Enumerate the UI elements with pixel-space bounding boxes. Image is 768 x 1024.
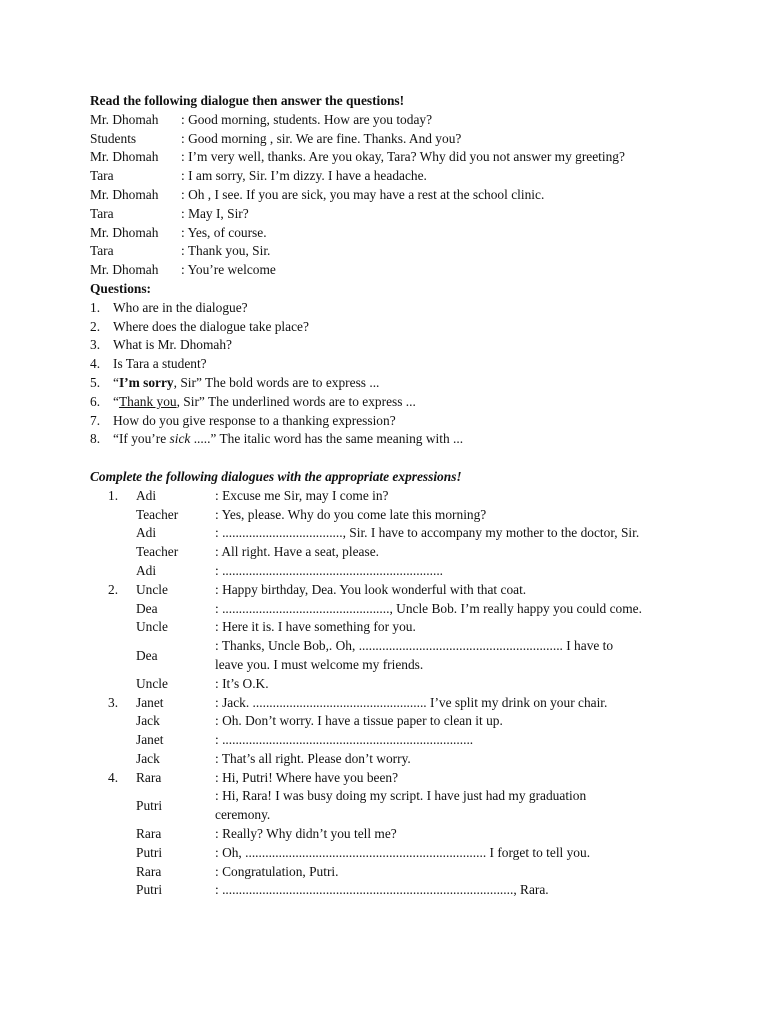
question-item <box>90 336 690 355</box>
utterance: : ........................................................................... <box>215 732 474 748</box>
question-bold-phrase: I’m sorry <box>118 374 174 390</box>
speaker: Dea <box>136 647 158 663</box>
utterance: : Good morning, students. How are you today? <box>181 111 433 127</box>
question-item <box>90 412 690 431</box>
speaker: Adi <box>136 562 157 578</box>
exercise-line <box>90 750 690 769</box>
dialogue-line <box>90 186 690 205</box>
speaker: Teacher <box>136 544 179 560</box>
question-text: What is Mr. Dhomah? <box>113 337 233 353</box>
speaker: Putri <box>136 882 163 898</box>
exercises <box>90 487 690 901</box>
utterance: : May I, Sir? <box>181 205 249 221</box>
speaker: Rara <box>136 863 162 879</box>
question-number: 8. <box>90 431 101 447</box>
utterance: : That’s all right. Please don’t worry. <box>215 750 411 766</box>
speaker: Rara <box>136 826 162 842</box>
utterance: : Happy birthday, Dea. You look wonderful with that coat. <box>215 581 527 597</box>
speaker: Mr. Dhomah <box>90 186 159 202</box>
exercise-number: 2. <box>108 581 119 597</box>
questions-heading: Questions: <box>90 280 152 296</box>
question-text: .....” The italic word has the same meaning with ... <box>190 431 464 447</box>
exercise-line <box>90 881 690 900</box>
speaker: Dea <box>136 600 158 616</box>
speaker: Uncle <box>136 619 168 635</box>
utterance: : Really? Why didn’t you tell me? <box>215 826 397 842</box>
question-text: , Sir” The underlined words are to express ... <box>176 393 416 409</box>
utterance: : Here it is. I have something for you. <box>215 619 416 635</box>
question-number: 4. <box>90 356 101 372</box>
utterance: : Good morning , sir. We are fine. Thanks. And you? <box>181 130 462 146</box>
utterance: : Yes, please. Why do you come late this morning? <box>215 506 487 522</box>
question-number: 7. <box>90 412 101 428</box>
instruction-heading: Read the following dialogue then answer the questions! <box>90 93 405 108</box>
exercise-line <box>90 844 690 863</box>
exercise-line <box>90 524 690 543</box>
speaker: Mr. Dhomah <box>90 262 159 278</box>
utterance: : Jack. .................................................... I’ve split my drink on your chair. <box>215 694 608 710</box>
dialogue <box>90 111 690 280</box>
speaker: Mr. Dhomah <box>90 224 159 240</box>
speaker: Adi <box>136 525 157 541</box>
utterance: : I am sorry, Sir. I’m dizzy. I have a headache. <box>181 168 427 184</box>
questions-list <box>90 299 690 449</box>
exercise-line <box>90 675 690 694</box>
speaker: Students <box>90 130 137 146</box>
exercise-line <box>90 787 690 825</box>
dialogue-line <box>90 242 690 261</box>
question-text: Is Tara a student? <box>113 356 207 372</box>
speaker: Uncle <box>136 675 168 691</box>
exercise-number: 1. <box>108 487 119 503</box>
exercise-line <box>90 600 690 619</box>
utterance: : Oh, ........................................................................ I forget to tell you. <box>215 844 591 860</box>
utterance: : .................................................................. <box>215 562 444 578</box>
dialogue-line <box>90 261 690 280</box>
speaker: Jack <box>136 713 160 729</box>
exercise-line <box>90 825 690 844</box>
speaker: Putri <box>136 797 163 813</box>
question-text: Where does the dialogue take place? <box>113 318 309 334</box>
speaker: Mr. Dhomah <box>90 149 159 165</box>
utterance: : ......................................................................................., Rara. <box>215 882 549 898</box>
exercise-line <box>90 731 690 750</box>
dialogue-line <box>90 205 690 224</box>
question-italic-word: sick <box>169 431 191 447</box>
question-item <box>90 355 690 374</box>
dialogue-line <box>90 167 690 186</box>
speaker: Tara <box>90 168 114 184</box>
utterance: : Hi, Putri! Where have you been? <box>215 769 399 785</box>
speaker: Janet <box>136 694 164 710</box>
utterance: : Thanks, Uncle Bob,. Oh, ............................................................. I have to leave you. I must welcome my friends. <box>215 638 614 672</box>
utterance: : Oh. Don’t worry. I have a tissue paper to clean it up. <box>215 713 503 729</box>
utterance: : Excuse me Sir, may I come in? <box>215 487 389 503</box>
question-item <box>90 430 690 449</box>
question-open-quote: “ <box>113 393 119 409</box>
utterance: : I’m very well, thanks. Are you okay, Tara? Why did you not answer my greeting? <box>181 149 625 165</box>
question-number: 1. <box>90 299 101 315</box>
utterance: : .................................................., Uncle Bob. I’m really happy you could come. <box>215 600 642 616</box>
utterance: : Thank you, Sir. <box>181 243 271 259</box>
exercise-line <box>90 581 690 600</box>
question-item <box>90 318 690 337</box>
question-underlined-phrase: Thank you <box>118 393 177 409</box>
speaker: Jack <box>136 750 160 766</box>
utterance: : Yes, of course. <box>181 224 267 240</box>
dialogue-line <box>90 111 690 130</box>
speaker: Janet <box>136 732 164 748</box>
utterance: : All right. Have a seat, please. <box>215 544 379 560</box>
dialogue-line <box>90 224 690 243</box>
utterance: : Congratulation, Putri. <box>215 863 339 879</box>
question-item <box>90 374 690 393</box>
exercise-line <box>90 712 690 731</box>
question-text: , Sir” The bold words are to express ... <box>173 374 380 390</box>
exercise-line <box>90 506 690 525</box>
exercise-line <box>90 562 690 581</box>
utterance: : It’s O.K. <box>215 675 269 691</box>
utterance: : ...................................., Sir. I have to accompany my mother to the doctor, Sir. <box>215 525 640 541</box>
exercise-line <box>90 769 690 788</box>
question-text: How do you give response to a thanking expression? <box>113 412 396 428</box>
speaker: Tara <box>90 243 114 259</box>
question-open-quote: “ <box>113 374 119 390</box>
dialogue-line <box>90 148 690 167</box>
exercise-line <box>90 543 690 562</box>
speaker: Tara <box>90 205 114 221</box>
question-text-start: “If you’re <box>113 431 170 447</box>
question-text: Who are in the dialogue? <box>113 299 248 315</box>
spacer <box>90 449 690 468</box>
exercise-line <box>90 863 690 882</box>
speaker: Uncle <box>136 581 168 597</box>
exercise-number: 4. <box>108 769 119 785</box>
utterance: : Oh , I see. If you are sick, you may have a rest at the school clinic. <box>181 186 545 202</box>
speaker: Adi <box>136 487 157 503</box>
question-item <box>90 299 690 318</box>
speaker: Putri <box>136 844 163 860</box>
utterance: : You’re welcome <box>181 262 276 278</box>
section-heading: Complete the following dialogues with the appropriate expressions! <box>90 468 462 484</box>
exercise-line <box>90 637 690 675</box>
exercise-line <box>90 487 690 506</box>
speaker: Mr. Dhomah <box>90 111 159 127</box>
speaker: Rara <box>136 769 162 785</box>
speaker: Teacher <box>136 506 179 522</box>
worksheet <box>90 92 690 900</box>
question-item <box>90 393 690 412</box>
question-number: 6. <box>90 393 101 409</box>
question-number: 5. <box>90 374 101 390</box>
utterance: : Hi, Rara! I was busy doing my script. I have just had my graduation ceremony. <box>215 788 587 823</box>
exercise-line <box>90 694 690 713</box>
question-number: 3. <box>90 337 101 353</box>
question-number: 2. <box>90 318 101 334</box>
dialogue-line <box>90 130 690 149</box>
exercise-number: 3. <box>108 694 119 710</box>
exercise-line <box>90 618 690 637</box>
